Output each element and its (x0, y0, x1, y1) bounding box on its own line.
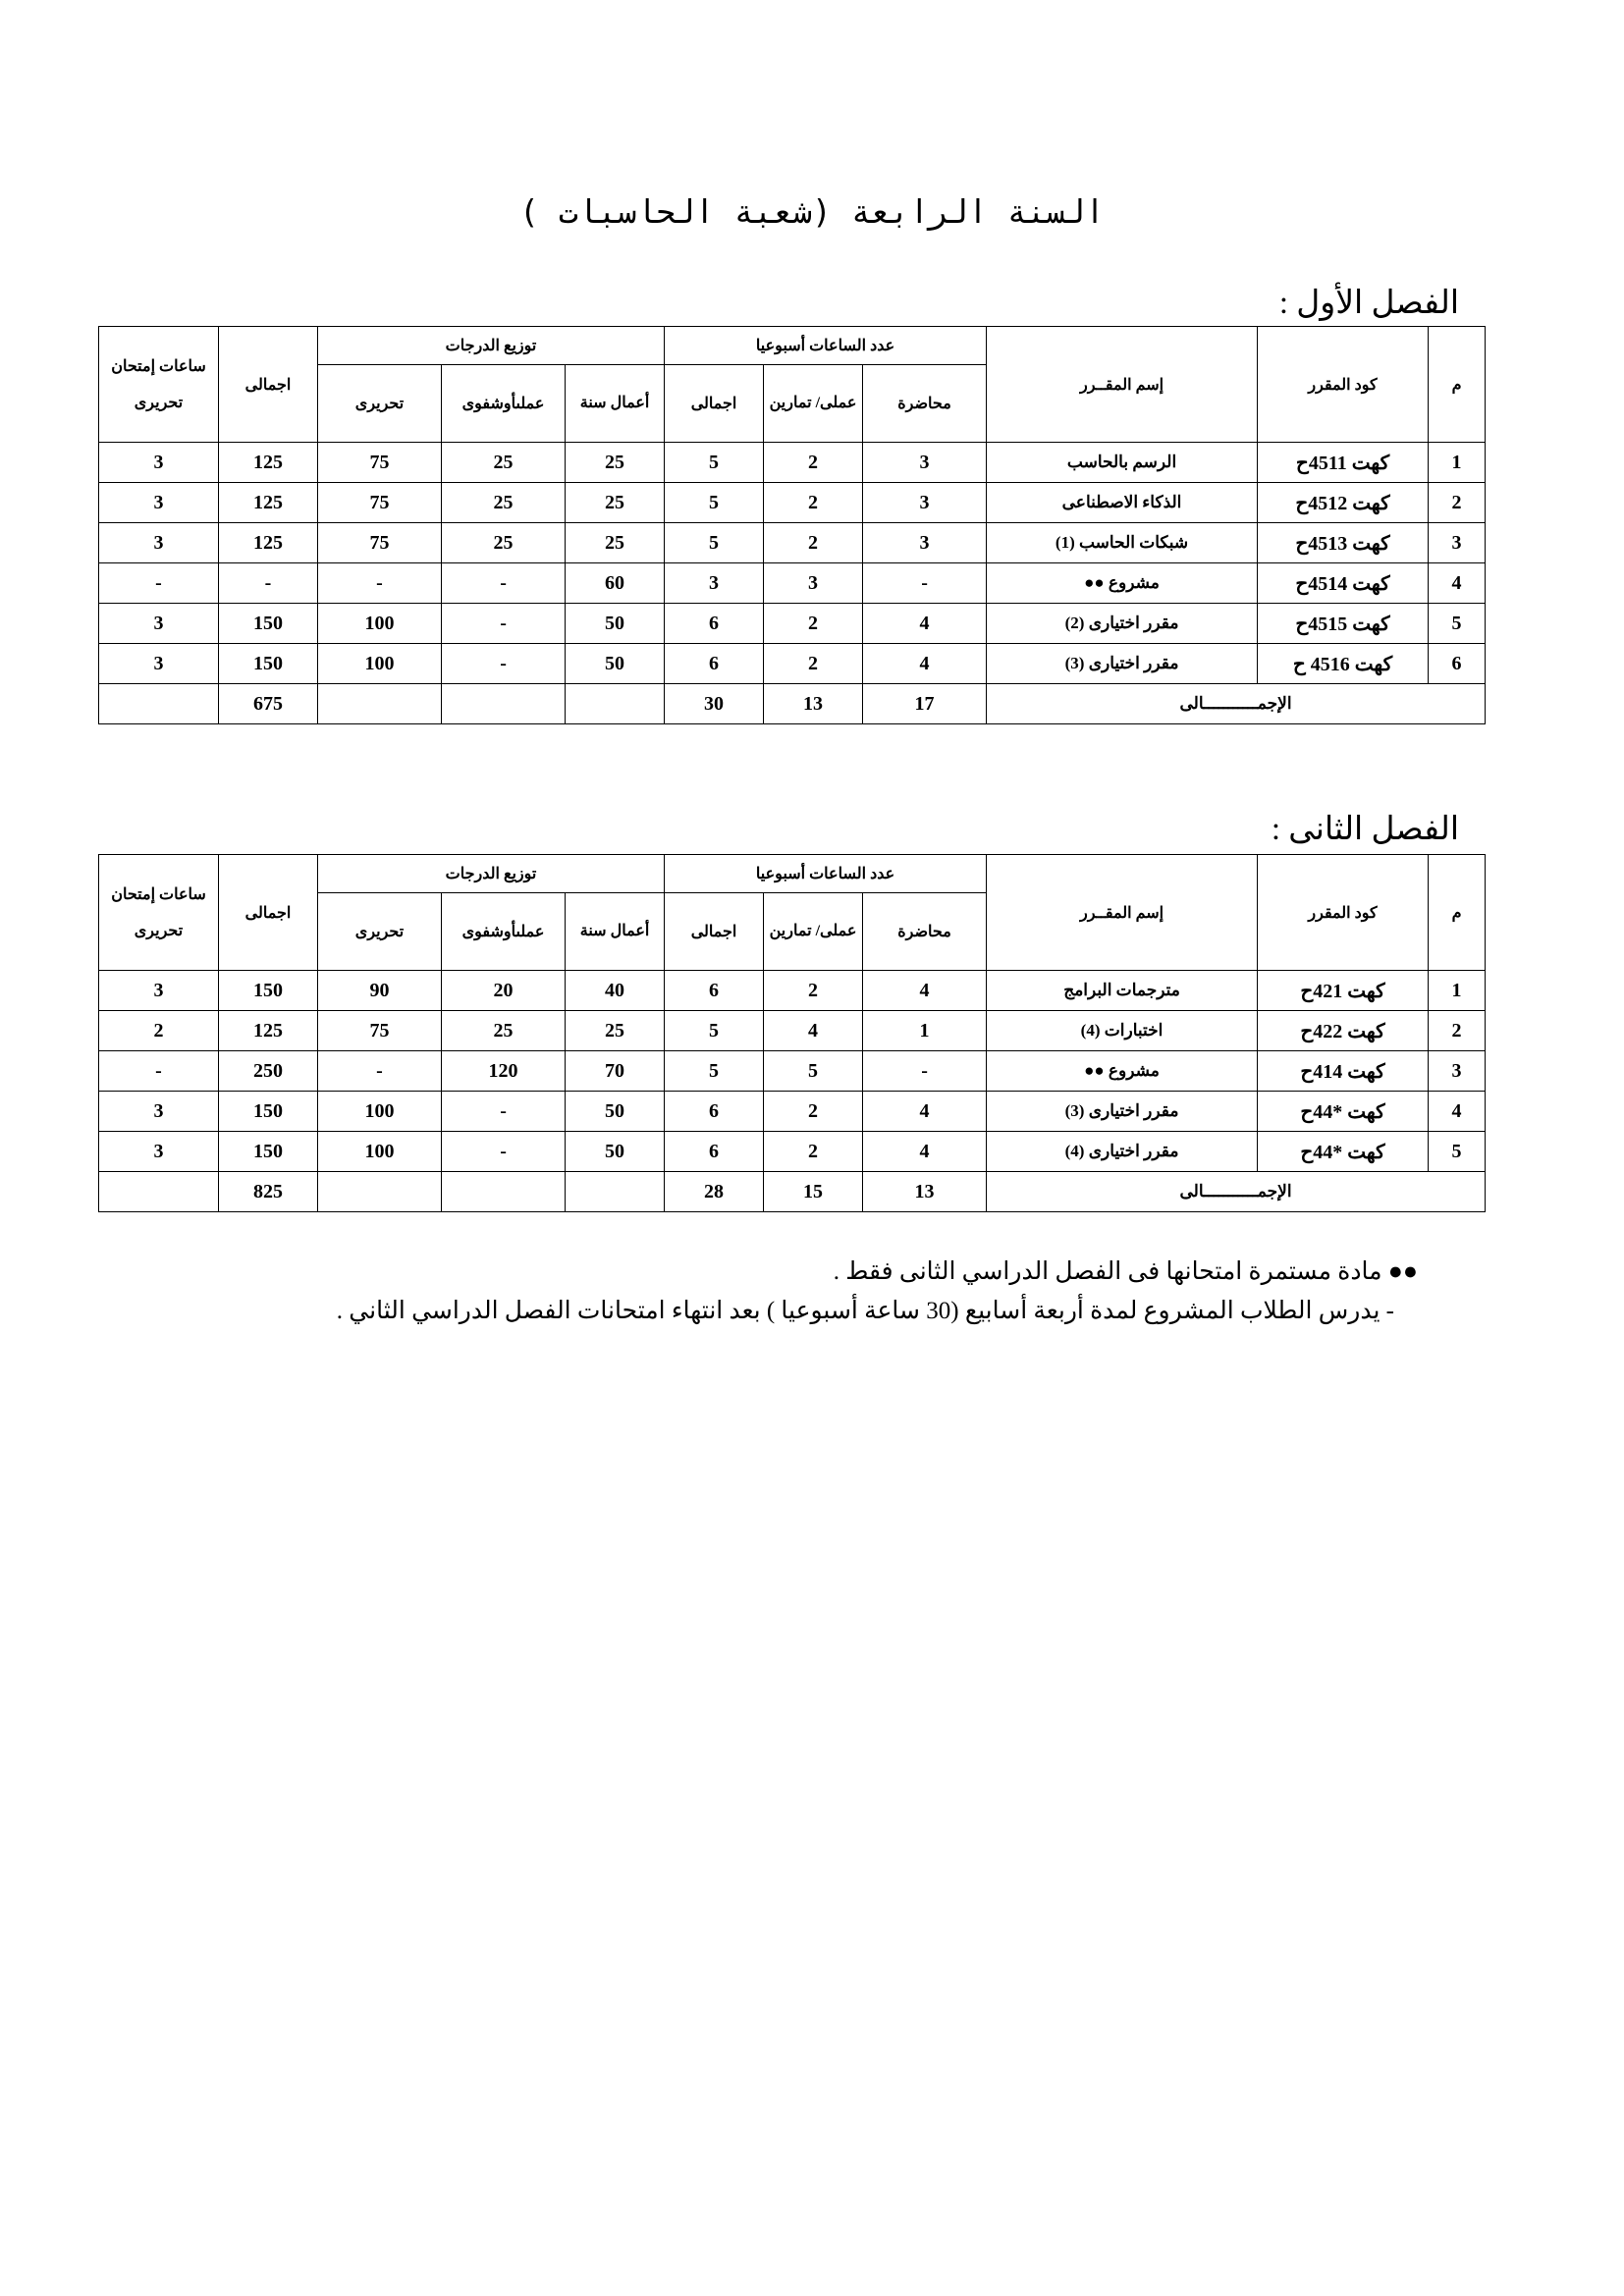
cell-num: 4 (1429, 563, 1486, 604)
cell-num: 2 (1429, 483, 1486, 523)
cell-lecture: 3 (863, 443, 987, 483)
cell-written: 75 (318, 1011, 442, 1051)
cell-oral: 120 (442, 1051, 566, 1092)
total-label: الإجمـــــــــــالى (987, 1172, 1486, 1212)
total-practical: 13 (764, 684, 863, 724)
cell-written: 100 (318, 604, 442, 644)
total-grand-total: 825 (219, 1172, 318, 1212)
table-row (99, 443, 1486, 483)
header-exam-hours: ساعات إمتحان تحريرى (99, 327, 219, 443)
cell-num: 3 (1429, 523, 1486, 563)
cell-year-work: 40 (566, 971, 665, 1011)
table-row (99, 483, 1486, 523)
cell-hours-total: 6 (665, 971, 764, 1011)
cell-hours-total: 5 (665, 483, 764, 523)
header-weekly-hours: عدد الساعات أسبوعيا (665, 327, 987, 365)
table-row (99, 971, 1486, 1011)
cell-hours-total: 6 (665, 1132, 764, 1172)
cell-practical: 2 (764, 523, 863, 563)
cell-practical: 2 (764, 644, 863, 684)
cell-grand-total: 150 (219, 1132, 318, 1172)
cell-grand-total: 150 (219, 644, 318, 684)
cell-oral: 25 (442, 443, 566, 483)
cell-num: 2 (1429, 1011, 1486, 1051)
cell-lecture: 1 (863, 1011, 987, 1051)
total-hours-total: 28 (665, 1172, 764, 1212)
header-code: كود المقرر (1258, 327, 1429, 443)
cell-lecture: 4 (863, 971, 987, 1011)
total-year-work (566, 684, 665, 724)
cell-grand-total: 125 (219, 523, 318, 563)
cell-lecture: 4 (863, 644, 987, 684)
cell-name: مقرر اختيارى (3) (987, 1092, 1258, 1132)
cell-name: اختبارات (4) (987, 1011, 1258, 1051)
cell-written: 100 (318, 644, 442, 684)
cell-grand-total: 125 (219, 1011, 318, 1051)
header-exam-hours: ساعات إمتحان تحريرى (99, 855, 219, 971)
total-hours-total: 30 (665, 684, 764, 724)
cell-oral: - (442, 563, 566, 604)
cell-num: 1 (1429, 971, 1486, 1011)
cell-written: 75 (318, 483, 442, 523)
header-grades: توزيع الدرجات (318, 327, 665, 365)
total-lecture: 13 (863, 1172, 987, 1212)
cell-code: كهت 4514ح (1258, 563, 1429, 604)
total-exam-hours (99, 684, 219, 724)
cell-grand-total: 150 (219, 604, 318, 644)
cell-year-work: 50 (566, 1092, 665, 1132)
cell-lecture: 4 (863, 1132, 987, 1172)
header-weekly-hours: عدد الساعات أسبوعيا (665, 855, 987, 893)
cell-written: 75 (318, 443, 442, 483)
semester-2-title: الفصل الثانى : (1271, 812, 1459, 847)
header-lecture: محاضرة (863, 893, 987, 971)
cell-year-work: 25 (566, 1011, 665, 1051)
cell-hours-total: 6 (665, 644, 764, 684)
header-num: م (1429, 855, 1486, 971)
cell-oral: 25 (442, 483, 566, 523)
cell-practical: 4 (764, 1011, 863, 1051)
cell-code: كهت 4513ح (1258, 523, 1429, 563)
cell-code: كهت 4512ح (1258, 483, 1429, 523)
cell-num: 4 (1429, 1092, 1486, 1132)
cell-grand-total: 150 (219, 1092, 318, 1132)
cell-name: مقرر اختيارى (2) (987, 604, 1258, 644)
table-row (99, 604, 1486, 644)
header-written: تحريرى (318, 893, 442, 971)
cell-exam-hours: - (99, 1051, 219, 1092)
cell-name: شبكات الحاسب (1) (987, 523, 1258, 563)
header-oral: عملىأوشفوى (442, 893, 566, 971)
cell-code: كهت 421ح (1258, 971, 1429, 1011)
cell-oral: - (442, 604, 566, 644)
cell-exam-hours: 3 (99, 443, 219, 483)
cell-exam-hours: 3 (99, 1132, 219, 1172)
table-row (99, 563, 1486, 604)
cell-code: كهت 4511ح (1258, 443, 1429, 483)
table-row (99, 1092, 1486, 1132)
cell-practical: 2 (764, 483, 863, 523)
total-written (318, 684, 442, 724)
table-row (99, 1132, 1486, 1172)
cell-oral: - (442, 644, 566, 684)
total-oral (442, 1172, 566, 1212)
cell-written: 100 (318, 1132, 442, 1172)
cell-name: مشروع ●● (987, 563, 1258, 604)
header-year-work: أعمال سنة (566, 365, 665, 443)
cell-num: 3 (1429, 1051, 1486, 1092)
cell-practical: 2 (764, 443, 863, 483)
header-hours-total: اجمالى (665, 893, 764, 971)
cell-hours-total: 6 (665, 1092, 764, 1132)
cell-hours-total: 6 (665, 604, 764, 644)
cell-name: مقرر اختيارى (4) (987, 1132, 1258, 1172)
header-row (99, 855, 1486, 893)
header-grand-total: اجمالى (219, 327, 318, 443)
header-practical: عملى/ تمارين (764, 893, 863, 971)
total-row (99, 1172, 1486, 1212)
cell-practical: 2 (764, 971, 863, 1011)
cell-lecture: 3 (863, 523, 987, 563)
cell-exam-hours: 2 (99, 1011, 219, 1051)
cell-num: 5 (1429, 1132, 1486, 1172)
total-lecture: 17 (863, 684, 987, 724)
cell-hours-total: 3 (665, 563, 764, 604)
header-year-work: أعمال سنة (566, 893, 665, 971)
table-row (99, 644, 1486, 684)
cell-hours-total: 5 (665, 523, 764, 563)
header-grades: توزيع الدرجات (318, 855, 665, 893)
cell-practical: 2 (764, 604, 863, 644)
cell-exam-hours: - (99, 563, 219, 604)
header-code: كود المقرر (1258, 855, 1429, 971)
cell-oral: 20 (442, 971, 566, 1011)
cell-name: مقرر اختيارى (3) (987, 644, 1258, 684)
cell-year-work: 50 (566, 644, 665, 684)
cell-year-work: 70 (566, 1051, 665, 1092)
cell-exam-hours: 3 (99, 604, 219, 644)
cell-grand-total: 250 (219, 1051, 318, 1092)
cell-exam-hours: 3 (99, 523, 219, 563)
cell-written: 75 (318, 523, 442, 563)
cell-name: مترجمات البرامج (987, 971, 1258, 1011)
cell-code: كهت *44ح (1258, 1092, 1429, 1132)
cell-year-work: 60 (566, 563, 665, 604)
cell-exam-hours: 3 (99, 1092, 219, 1132)
header-written: تحريرى (318, 365, 442, 443)
header-name: إسم المقــرر (987, 855, 1258, 971)
total-label: الإجمـــــــــــالى (987, 684, 1486, 724)
cell-grand-total: 125 (219, 483, 318, 523)
table-row (99, 1051, 1486, 1092)
table-row (99, 1011, 1486, 1051)
notes (289, 1253, 1418, 1331)
cell-grand-total: - (219, 563, 318, 604)
cell-num: 6 (1429, 644, 1486, 684)
cell-year-work: 50 (566, 1132, 665, 1172)
total-practical: 15 (764, 1172, 863, 1212)
cell-exam-hours: 3 (99, 971, 219, 1011)
cell-practical: 5 (764, 1051, 863, 1092)
total-oral (442, 684, 566, 724)
total-year-work (566, 1172, 665, 1212)
total-exam-hours (99, 1172, 219, 1212)
cell-grand-total: 125 (219, 443, 318, 483)
cell-name: الذكاء الاصطناعى (987, 483, 1258, 523)
header-name: إسم المقــرر (987, 327, 1258, 443)
semester-1-table (98, 326, 1486, 724)
semester-1-title: الفصل الأول : (1278, 286, 1459, 321)
cell-lecture: - (863, 1051, 987, 1092)
cell-practical: 2 (764, 1092, 863, 1132)
cell-year-work: 25 (566, 443, 665, 483)
cell-lecture: 4 (863, 604, 987, 644)
cell-code: كهت *44ح (1258, 1132, 1429, 1172)
header-hours-total: اجمالى (665, 365, 764, 443)
semester-2-table (98, 854, 1486, 1212)
cell-code: كهت 414ح (1258, 1051, 1429, 1092)
cell-lecture: 3 (863, 483, 987, 523)
page-title: السنة الرابعة (شعبة الحاسبات ) (518, 192, 1106, 231)
cell-hours-total: 5 (665, 1051, 764, 1092)
total-row (99, 684, 1486, 724)
cell-num: 1 (1429, 443, 1486, 483)
header-lecture: محاضرة (863, 365, 987, 443)
cell-hours-total: 5 (665, 1011, 764, 1051)
cell-practical: 2 (764, 1132, 863, 1172)
cell-year-work: 50 (566, 604, 665, 644)
cell-practical: 3 (764, 563, 863, 604)
header-oral: عملىأوشفوى (442, 365, 566, 443)
header-practical: عملى/ تمارين (764, 365, 863, 443)
total-written (318, 1172, 442, 1212)
cell-exam-hours: 3 (99, 483, 219, 523)
cell-num: 5 (1429, 604, 1486, 644)
cell-code: كهت 4516 ح (1258, 644, 1429, 684)
cell-year-work: 25 (566, 483, 665, 523)
header-grand-total: اجمالى (219, 855, 318, 971)
note-project-duration: - يدرس الطلاب المشروع لمدة أربعة أسابيع (30 ساعة أسبوعيا ) بعد انتهاء امتحانات الفصل الدراسي الثاني . (336, 1298, 1394, 1324)
cell-year-work: 25 (566, 523, 665, 563)
cell-oral: 25 (442, 523, 566, 563)
note-continuous-exam: ●● مادة مستمرة امتحانها فى الفصل الدراسي الثانى فقط . (833, 1258, 1418, 1285)
cell-oral: 25 (442, 1011, 566, 1051)
header-row (99, 327, 1486, 365)
cell-code: كهت 422ح (1258, 1011, 1429, 1051)
table-row (99, 523, 1486, 563)
cell-code: كهت 4515ح (1258, 604, 1429, 644)
cell-grand-total: 150 (219, 971, 318, 1011)
cell-written: - (318, 563, 442, 604)
header-num: م (1429, 327, 1486, 443)
cell-exam-hours: 3 (99, 644, 219, 684)
cell-lecture: 4 (863, 1092, 987, 1132)
cell-name: مشروع ●● (987, 1051, 1258, 1092)
cell-written: 90 (318, 971, 442, 1011)
cell-written: - (318, 1051, 442, 1092)
cell-hours-total: 5 (665, 443, 764, 483)
cell-lecture: - (863, 563, 987, 604)
cell-written: 100 (318, 1092, 442, 1132)
cell-oral: - (442, 1092, 566, 1132)
cell-oral: - (442, 1132, 566, 1172)
total-grand-total: 675 (219, 684, 318, 724)
cell-name: الرسم بالحاسب (987, 443, 1258, 483)
